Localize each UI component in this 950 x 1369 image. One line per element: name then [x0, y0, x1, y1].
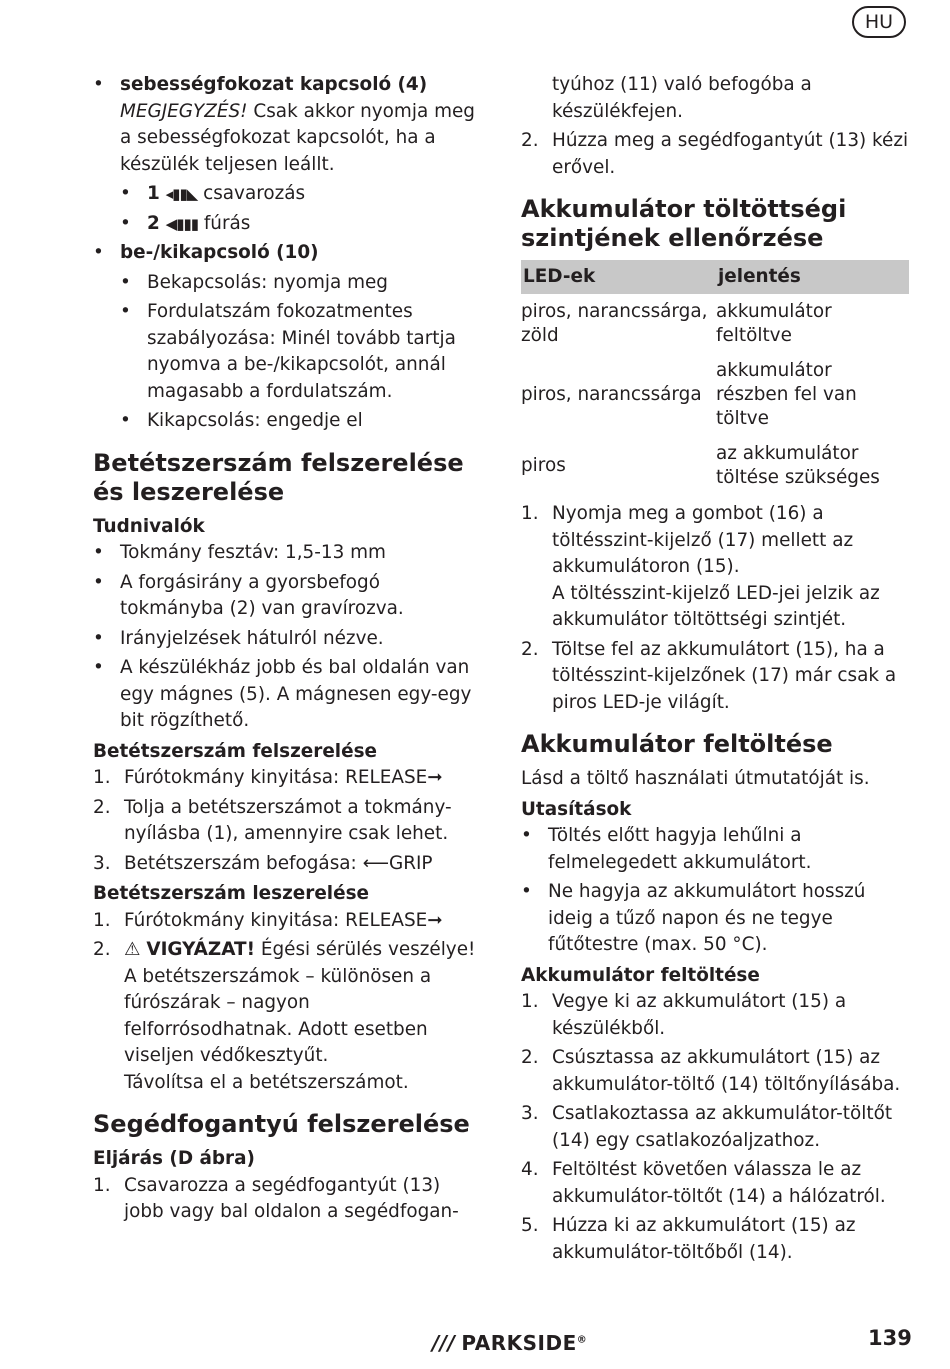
- subheading-notes: Tudnivalók: [93, 515, 205, 537]
- gear-label: fúrás: [203, 212, 251, 234]
- item-number: 2.: [521, 638, 539, 660]
- list-item-text: Töltse fel az akkumulátort (15), ha a töltésszint-kijelzőnek (17) már csak a piros LED-je világít.: [552, 638, 897, 713]
- gear-label: csavarozás: [203, 183, 306, 204]
- list-item-text: A töltésszint-kijelző LED-jei jelzik az akkumulátor töltöttségi szintjét.: [552, 582, 880, 630]
- brand-logo: [432, 1331, 587, 1355]
- table-cell: piros, narancssárga, zöld: [521, 301, 708, 346]
- numbered-item: [521, 128, 911, 181]
- list-item-text: Betétszerszám befogása:: [124, 852, 363, 874]
- bullet: •: [120, 271, 131, 293]
- list-item-text: Bekapcsolás: nyomja meg: [147, 271, 388, 293]
- list-item-text: Feltöltést követően válassza le az akkumulátor-töltőt (14) a hálózatról.: [552, 1159, 886, 1207]
- page-number: 139: [868, 1326, 912, 1350]
- numbered-item: [521, 989, 911, 1042]
- numbered-item: [521, 637, 911, 717]
- list-item: [521, 823, 911, 876]
- bullet: •: [120, 301, 131, 322]
- warning-text: Égési sérülés veszélye! A betétszerszámok – különösen a fúrószárak – nagyon felforrósodhatnak. Adott esetben viseljen védőkesztyűt.: [124, 939, 476, 1066]
- note-label: MEGJEGYZÉS!: [120, 100, 248, 122]
- numbered-item: [93, 851, 483, 878]
- bullet: •: [521, 825, 532, 846]
- section-heading-aux-handle: Segédfogantyú felszerelése: [93, 1110, 470, 1138]
- bullet: •: [120, 410, 131, 431]
- list-item: [93, 570, 483, 623]
- bullet: •: [120, 212, 131, 234]
- arrow-right-icon: ➞: [427, 767, 443, 788]
- bullet: •: [93, 657, 104, 678]
- registered-mark: ®: [576, 1334, 588, 1346]
- list-item-text: Fúrótokmány kinyitása: RELEASE: [124, 767, 428, 788]
- table-header: jelentés: [716, 260, 909, 294]
- bullet: •: [120, 183, 131, 204]
- bullet: •: [93, 74, 104, 95]
- numbered-item: [93, 1173, 483, 1226]
- numbered-item: [521, 1101, 911, 1154]
- list-item-text: Fúrótokmány kinyitása: RELEASE: [124, 909, 428, 931]
- list-item-text: Tolja a betétszerszámot a tokmány-nyílásba (1), amennyire csak lehet.: [124, 796, 452, 844]
- item-number: 1.: [93, 909, 111, 931]
- table-cell: piros: [521, 455, 566, 476]
- item-number: 1.: [521, 503, 539, 524]
- bullet: •: [93, 542, 104, 563]
- bullet: •: [93, 571, 104, 593]
- numbered-item: [93, 795, 483, 848]
- note-text: Csak akkor nyomja meg a sebességfokozat kapcsolót, ha a készülék teljesen leállt.: [120, 100, 475, 175]
- subheading-remove: Betétszerszám leszerelése: [93, 883, 370, 904]
- paragraph: Lásd a töltő használati útmutatóját is.: [521, 768, 870, 789]
- list-item-text: Csatlakoztassa az akkumulátor-töltőt (14) egy csatlakozóaljzathoz.: [552, 1103, 893, 1151]
- table-header-row: [521, 260, 909, 294]
- table-row: [521, 436, 909, 495]
- bullet: •: [521, 881, 532, 902]
- section-heading-mount: Betétszerszám felszerelése és leszerelése: [93, 448, 464, 506]
- led-table: [521, 260, 909, 495]
- gear-number: 2: [147, 212, 160, 234]
- list-item-title: be-/kikapcsoló (10): [120, 242, 319, 263]
- item-number: 5.: [521, 1215, 539, 1236]
- language-badge: HU: [852, 6, 906, 38]
- list-item: [120, 270, 483, 297]
- section-heading-charging: Akkumulátor feltöltése: [521, 730, 833, 758]
- subheading-procedure: Eljárás (D ábra): [93, 1148, 255, 1169]
- table-header: LED-ek: [521, 260, 716, 294]
- numbered-item-continued: [521, 72, 911, 125]
- item-number: 4.: [521, 1159, 539, 1180]
- list-item: [93, 540, 483, 567]
- numbered-item: [521, 1045, 911, 1098]
- item-number: 2.: [93, 939, 111, 960]
- list-item-text: Kikapcsolás: engedje el: [147, 410, 363, 431]
- numbered-item: [521, 1213, 911, 1266]
- list-item-text: Húzza meg a segédfogantyút (13) kézi erővel.: [552, 130, 909, 178]
- subheading-install: Betétszerszám felszerelése: [93, 740, 378, 762]
- list-item-text: Csúsztassa az akkumulátort (15) az akkumulátor-töltő (14) töltőnyílásába.: [552, 1047, 901, 1095]
- list-item-text: Nyomja meg a gombot (16) a töltésszint-kijelző (17) mellett az akkumulátoron (15).: [552, 503, 854, 577]
- arrow-right-icon: ➞: [427, 909, 443, 931]
- item-number: 2.: [521, 130, 539, 151]
- item-number: 3.: [93, 852, 111, 874]
- list-item-speed-switch: [93, 72, 483, 178]
- numbered-item: [93, 908, 483, 935]
- table-cell: akkumulátor feltöltve: [716, 301, 832, 346]
- list-item-on-off-switch: [93, 240, 483, 267]
- gear-number: 1: [147, 183, 160, 204]
- list-item-text: Csavarozza a segédfogantyút (13) jobb vagy bal oldalon a segédfogan-: [124, 1174, 459, 1222]
- bullet: •: [93, 627, 104, 649]
- list-item-screwing: [120, 181, 483, 208]
- brand-stripes-icon: ///: [432, 1331, 456, 1355]
- section-heading-charge-check: Akkumulátor töltöttségi szintjének ellenőrzése: [521, 195, 847, 252]
- numbered-item: [93, 765, 483, 792]
- list-item-text: tyúhoz (11) való befogóba a készülékfejen.: [552, 74, 812, 122]
- table-row: [521, 353, 909, 436]
- list-item-title: sebességfokozat kapcsoló (4): [120, 74, 428, 95]
- item-number: 1.: [521, 991, 539, 1012]
- list-item-text: Húzza ki az akkumulátort (15) az akkumulátor-töltőből (14).: [552, 1215, 856, 1263]
- numbered-item: [521, 501, 911, 634]
- screw-gear-icon: ◂▮▮◣: [165, 185, 198, 203]
- list-item-text: A forgásirány a gyorsbefogó tokmányba (2) van gravírozva.: [120, 571, 404, 619]
- right-column: [521, 72, 911, 1269]
- item-number: 2.: [521, 1047, 539, 1068]
- drill-gear-icon: ◀▮▮▮: [165, 214, 198, 233]
- list-item: [93, 626, 483, 653]
- list-item: [120, 299, 483, 405]
- list-item-text: Töltés előtt hagyja lehűlni a felmelegedett akkumulátort.: [548, 825, 812, 873]
- list-item: [120, 408, 483, 435]
- numbered-item: [93, 937, 483, 1096]
- list-item-text: Vegye ki az akkumulátort (15) a készülékből.: [552, 991, 847, 1039]
- warning-triangle-icon: ⚠: [124, 939, 141, 960]
- item-number: 2.: [93, 796, 111, 818]
- list-item-text: Távolítsa el a betétszerszámot.: [124, 1071, 409, 1093]
- subheading-charging-steps: Akkumulátor feltöltése: [521, 964, 760, 986]
- numbered-item: [521, 1157, 911, 1210]
- list-item-text: Tokmány fesztáv: 1,5-13 mm: [120, 542, 386, 563]
- list-item-drilling: [120, 211, 483, 238]
- list-item-text: Ne hagyja az akkumulátort hosszú ideig a tűző napon és ne tegye fűtőtestre (max. 50 °C).: [548, 881, 866, 955]
- brand-name: PARKSIDE: [461, 1331, 577, 1355]
- list-item: [521, 879, 911, 959]
- left-column: [93, 72, 483, 1229]
- table-cell: piros, narancssárga: [521, 384, 702, 405]
- table-cell: akkumulátor részben fel van töltve: [716, 360, 857, 429]
- list-item-text: A készülékház jobb és bal oldalán van egy mágnes (5). A mágnesen egy-egy bit rögzíthető.: [120, 657, 472, 731]
- bullet: •: [93, 242, 104, 263]
- list-item-text: Fordulatszám fokozatmentes szabályozása: Minél tovább tartja nyomva a be-/kikapcsolót, annál magasabb a fordulatszám.: [147, 301, 456, 402]
- item-number: 1.: [93, 1174, 111, 1196]
- list-item: [93, 655, 483, 735]
- grip-label: GRIP: [388, 852, 433, 874]
- table-row: [521, 294, 909, 353]
- item-number: 1.: [93, 767, 111, 788]
- table-cell: az akkumulátor töltése szükséges: [716, 443, 880, 488]
- subheading-instructions: Utasítások: [521, 798, 632, 820]
- arrow-left-icon: ⟵: [362, 852, 389, 874]
- warning-label: VIGYÁZAT!: [146, 939, 255, 960]
- list-item-text: Irányjelzések hátulról nézve.: [120, 627, 384, 649]
- item-number: 3.: [521, 1103, 539, 1124]
